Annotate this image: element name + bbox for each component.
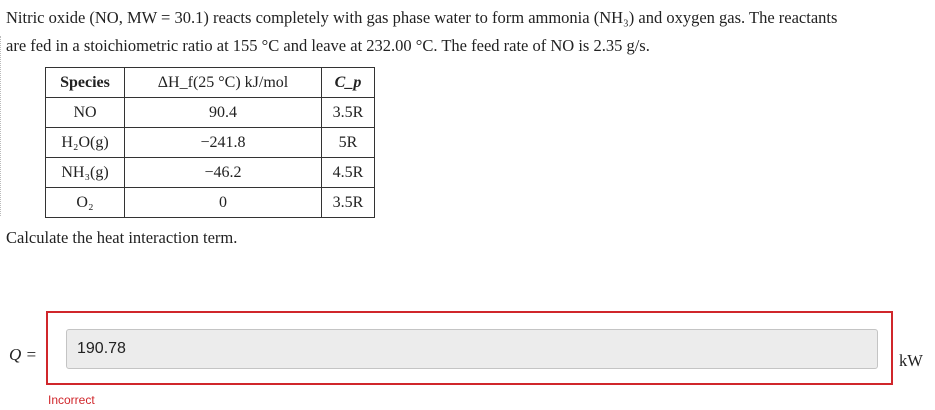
species-cell: H₂O(g): [46, 128, 125, 158]
answer-status: Incorrect: [48, 393, 95, 407]
species-cell: NO: [46, 98, 125, 128]
enthalpy-cell: 0: [125, 188, 322, 218]
table-row: [46, 98, 375, 128]
header-enthalpy: ΔH_f(25 °C) kJ/mol: [125, 68, 322, 98]
answer-input[interactable]: 190.78: [66, 329, 878, 369]
header-cp: C_p: [322, 68, 375, 98]
cp-cell: 3.5R: [322, 188, 375, 218]
problem-statement: [6, 4, 926, 60]
table-header-row: [46, 68, 375, 98]
cp-cell: 4.5R: [322, 158, 375, 188]
question-prompt: Calculate the heat interaction term.: [6, 228, 238, 247]
table-row: [46, 128, 375, 158]
species-cell: NH₃(g): [46, 158, 125, 188]
cp-cell: 5R: [322, 128, 375, 158]
header-species: Species: [46, 68, 125, 98]
table-row: [46, 188, 375, 218]
enthalpy-cell: −46.2: [125, 158, 322, 188]
table-row: [46, 158, 375, 188]
enthalpy-cell: 90.4: [125, 98, 322, 128]
cp-cell: 3.5R: [322, 98, 375, 128]
problem-line-1: Nitric oxide (NO, MW = 30.1) reacts completely with gas phase water to form ammonia (NH₃) and oxygen gas. The reactants: [6, 8, 838, 27]
answer-container: [46, 311, 893, 385]
left-margin-marker: [0, 36, 4, 216]
species-cell: O₂: [46, 188, 125, 218]
properties-table: [45, 67, 375, 218]
problem-line-2: are fed in a stoichiometric ratio at 155 °C and leave at 232.00 °C. The feed rate of NO is 2.35 g/s.: [6, 36, 650, 55]
enthalpy-cell: −241.8: [125, 128, 322, 158]
answer-label: Q =: [9, 345, 37, 364]
answer-unit: kW: [899, 351, 923, 370]
